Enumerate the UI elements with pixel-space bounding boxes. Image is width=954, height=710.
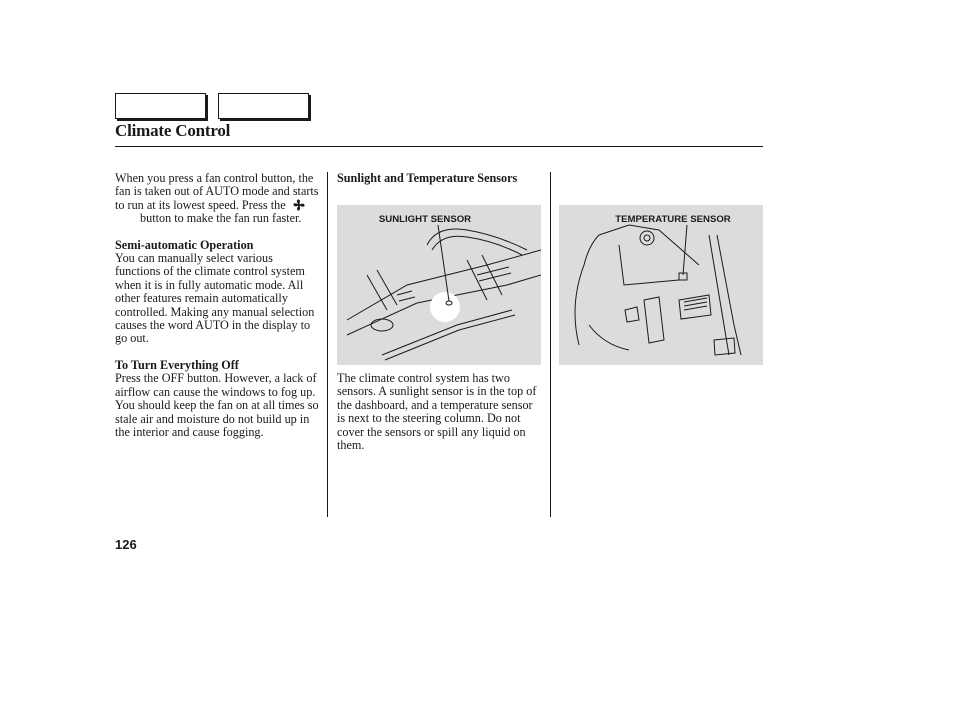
sensors-body-block: [337, 372, 542, 452]
page-number: 126: [115, 537, 137, 552]
fan-icon: [291, 199, 307, 211]
sensors-heading: Sunlight and Temperature Sensors: [337, 171, 518, 185]
sunlight-sensor-illustration: [337, 205, 541, 365]
temperature-sensor-label: TEMPERATURE SENSOR: [615, 214, 731, 225]
semi-auto-heading: Semi-automatic Operation: [115, 237, 254, 252]
fan-text-before: When you press a fan control button, the fan is taken out of AUTO mode and starts to run at its lowest speed. Press the: [115, 171, 319, 212]
page-title: Climate Control: [115, 121, 231, 140]
nav-box-previous[interactable]: [115, 93, 206, 119]
fan-text-after: button to make the fan run faster.: [140, 211, 302, 226]
temperature-sensor-illustration: [559, 205, 763, 365]
fan-paragraph: [115, 172, 321, 226]
column-divider-2: [550, 172, 551, 517]
sunlight-sensor-label: SUNLIGHT SENSOR: [378, 214, 472, 225]
nav-box-contents[interactable]: [218, 93, 309, 119]
column-fan-info: [115, 172, 321, 439]
column-sensors: [337, 172, 542, 185]
temperature-sensor-figure: [559, 205, 763, 365]
semi-auto-body: You can manually select various functions of the climate control system when it is in fully automatic mode. All other features remain automatically controlled. Making any manual selection causes the word AUTO in the display to go out.: [115, 251, 315, 346]
turn-off-body: Press the OFF button. However, a lack of airflow can cause the windows to fog up. You should keep the fan on at all times so stale air and moisture do not build up in the interior and cause fogging.: [115, 371, 319, 439]
turn-off-heading: To Turn Everything Off: [115, 357, 239, 372]
sensors-body: The climate control system has two sensors. A sunlight sensor is in the top of the dashboard, and a temperature sensor is next to the steering column. Do not cover the sensors or spill any liquid on them.: [337, 371, 537, 453]
title-rule: [115, 146, 763, 147]
sunlight-sensor-figure: [337, 205, 541, 365]
